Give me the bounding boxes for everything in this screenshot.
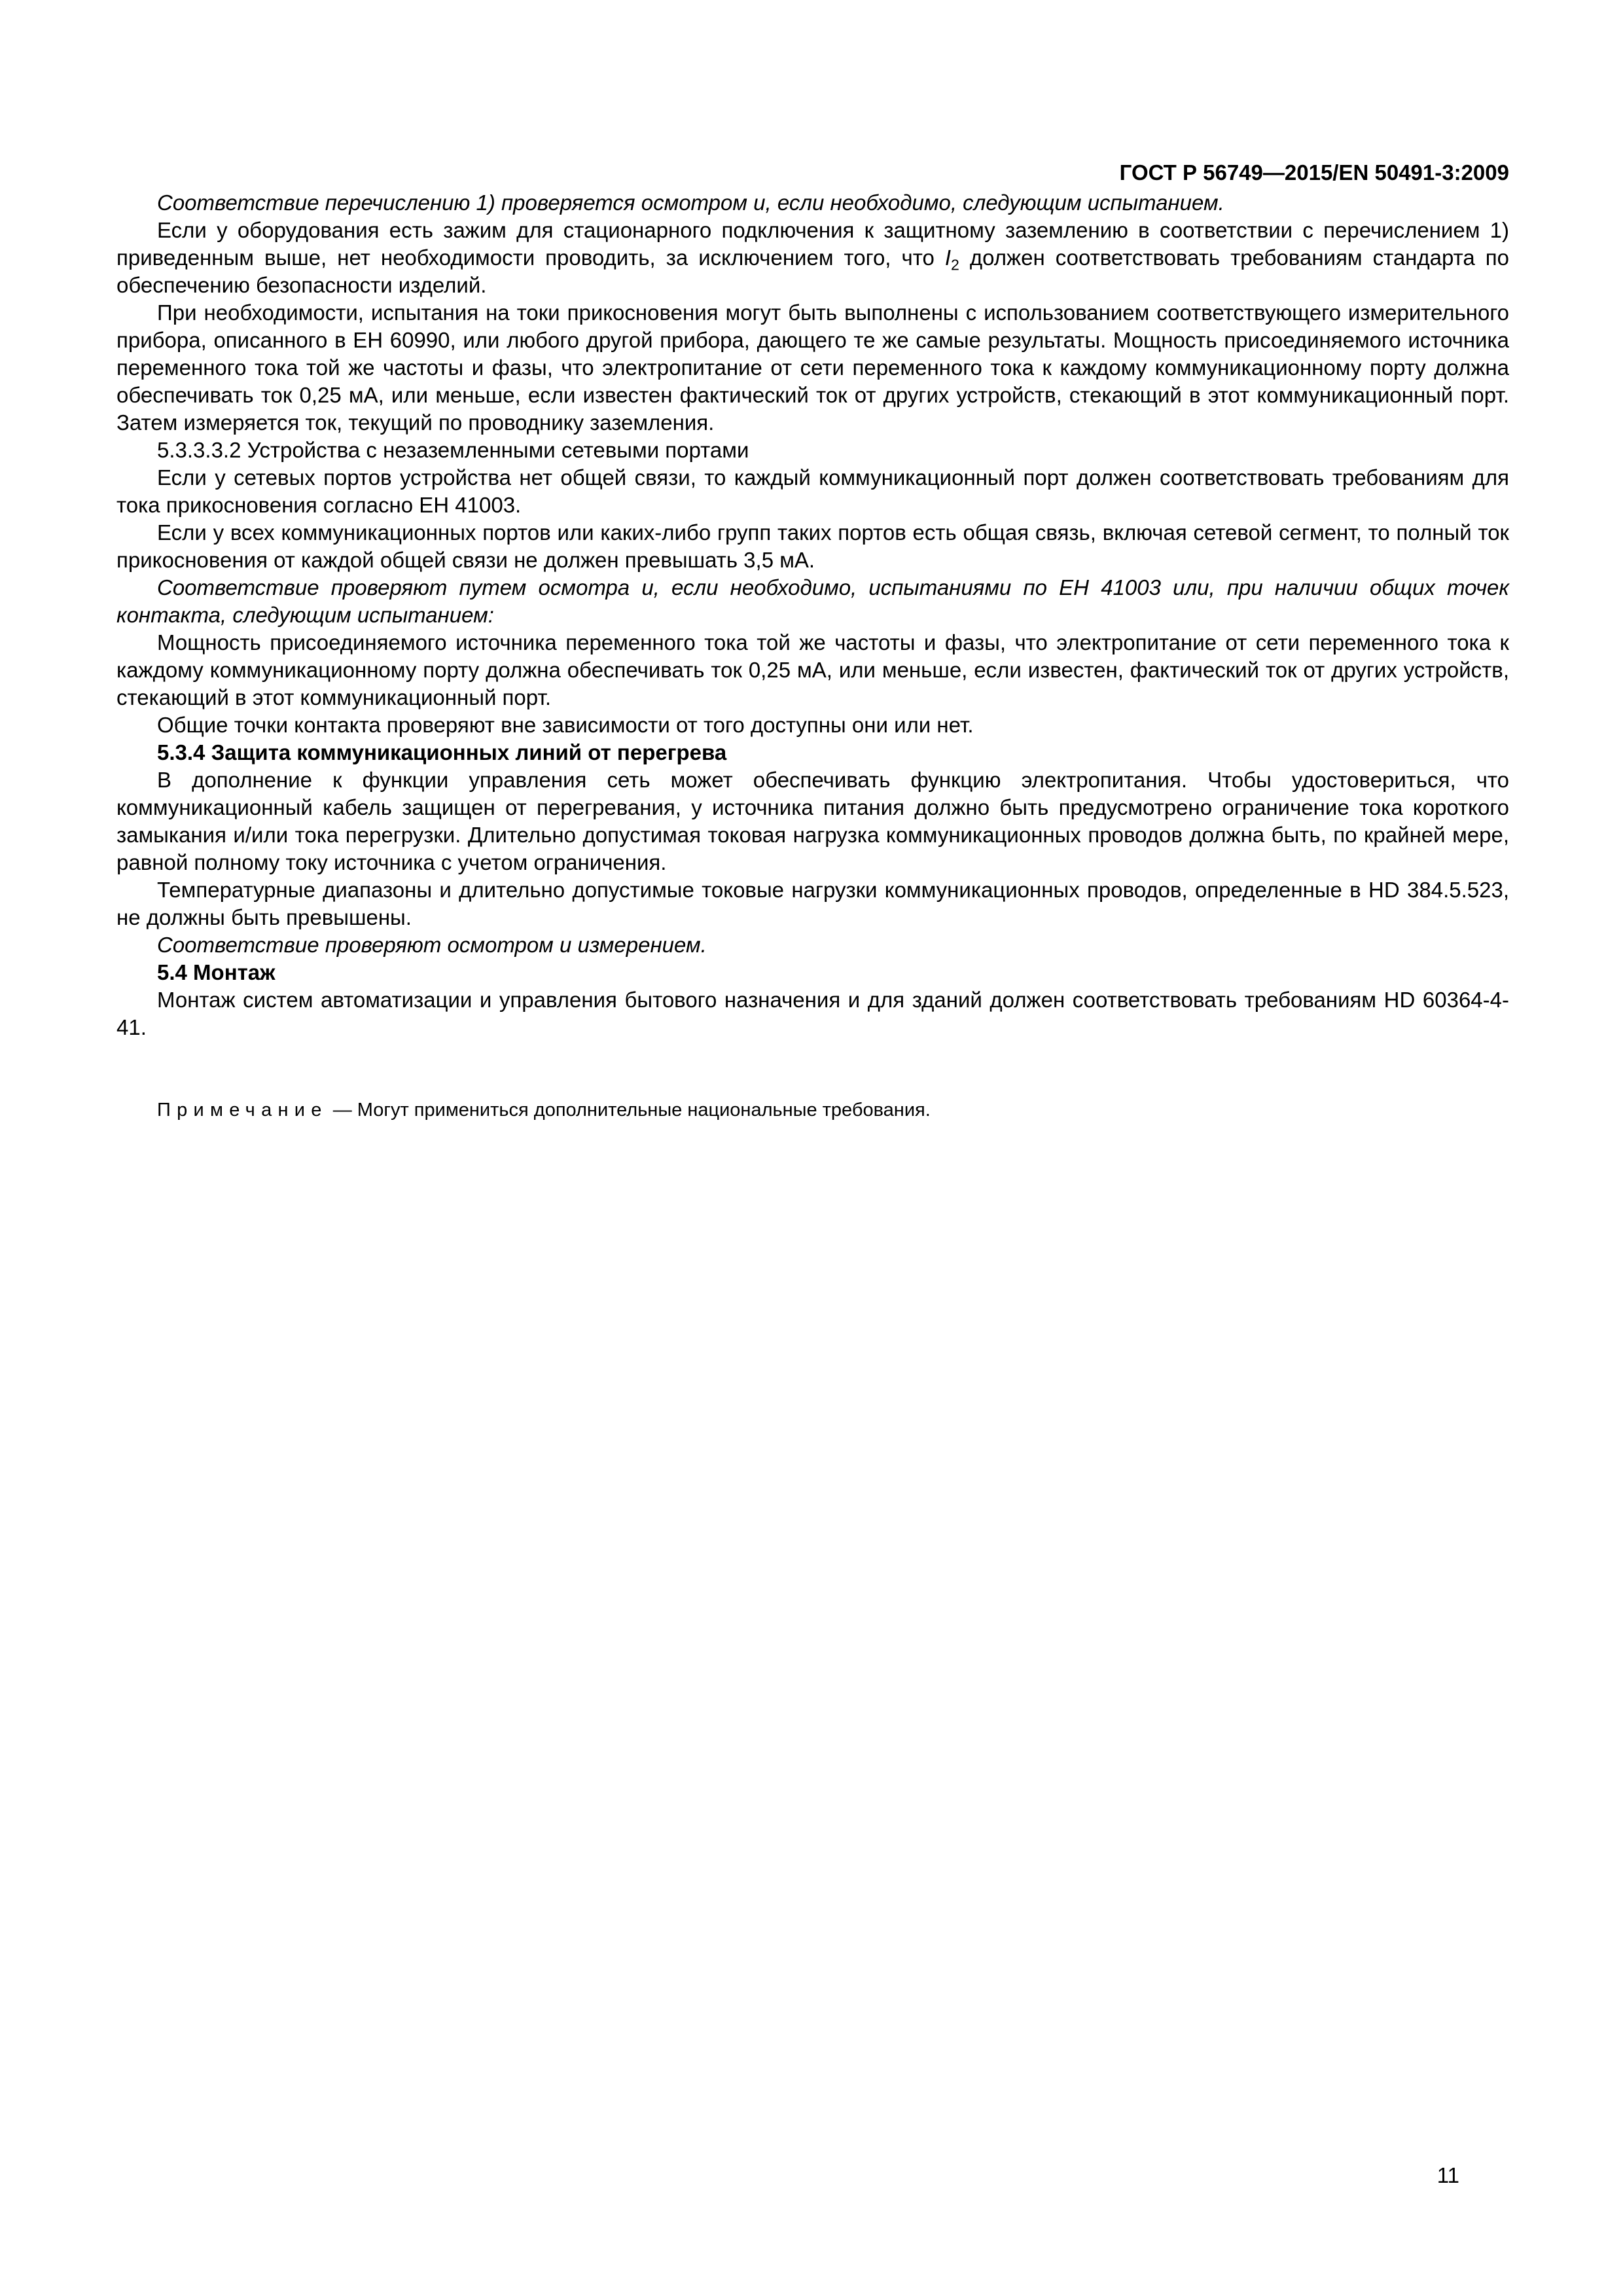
note-text: — Могут примениться дополнительные национальные требования. (332, 1100, 931, 1121)
note-label: Примечание (157, 1100, 328, 1121)
paragraph-grounding-clamp (116, 217, 1509, 299)
document-code: ГОСТ Р 56749—2015/EN 50491-3:2009 (1119, 160, 1509, 185)
paragraph-text-before: Если у оборудования есть зажим для стационарного подключения к защитному заземлению в соответствии с перечислением 1) приведенным выше, нет необходимости проводить, за исключением того, что (116, 218, 1509, 270)
paragraph-temperature-ranges: Температурные диапазоны и длительно допустимые токовые нагрузки коммуникационных проводов, определенные в HD 384.5.523, не должны быть превышены. (116, 878, 1509, 929)
current-variable: I (944, 245, 952, 270)
paragraph-source-power: Мощность присоединяемого источника переменного тока той же частоты и фазы, что электропитание от сети переменного тока к каждому коммуникационному порту должна обеспечивать ток 0,25 мА, или меньше, если известен, фактический ток от других устройств, стекающий в этот коммуникационный порт. (116, 630, 1509, 709)
note (116, 1098, 1509, 1122)
section-heading-5-3-3-3-2: 5.3.3.3.2 Устройства с незаземленными сетевыми портами (157, 438, 749, 462)
paragraph-compliance-check-2: Соответствие проверяют путем осмотра и, если необходимо, испытаниями по ЕН 41003 или, при наличии общих точек контакта, следующим испытанием: (116, 575, 1509, 627)
page-number: 11 (1436, 2163, 1459, 2187)
paragraph-compliance-check-3: Соответствие проверяют осмотром и измерением. (157, 933, 707, 957)
paragraph-touch-current-tests: При необходимости, испытания на токи прикосновения могут быть выполнены с использованием соответствующего измерительного прибора, описанного в ЕН 60990, или любого другой прибора, дающего те же самые результаты. Мощность присоединяемого источника переменного тока той же частоты и фазы, что электропитание от сети переменного тока к каждому коммуникационному порту должна обеспечивать ток 0,25 мА, или меньше, если известен фактический ток от других устройств, стекающий в этот коммуникационный порт. Затем измеряется ток, текущий по проводнику заземления. (116, 300, 1509, 435)
paragraph-installation-requirements: Монтаж систем автоматизации и управления бытового назначения и для зданий должен соответствовать требованиям HD 60364-4-41. (116, 988, 1509, 1039)
document-page (116, 159, 1509, 1122)
paragraph-network-ports-no-common-link: Если у сетевых портов устройства нет общей связи, то каждый коммуникационный порт должен соответствовать требованиям для тока прикосновения согласно ЕН 41003. (116, 465, 1509, 517)
paragraph-common-link-limit: Если у всех коммуникационных портов или каких-либо групп таких портов есть общая связь, включая сетевой сегмент, то полный ток прикосновения от каждой общей связи не должен превышать 3,5 мА. (116, 520, 1509, 572)
section-heading-5-3-4: 5.3.4 Защита коммуникационных линий от перегрева (157, 740, 727, 764)
paragraph-compliance-check-1: Соответствие перечислению 1) проверяется осмотром и, если необходимо, следующим испытанием. (157, 190, 1224, 215)
section-heading-5-4: 5.4 Монтаж (157, 960, 276, 984)
paragraph-common-contact-points: Общие точки контакта проверяют вне зависимости от того доступны они или нет. (157, 713, 974, 737)
paragraph-overheat-protection: В дополнение к функции управления сеть может обеспечивать функцию электропитания. Чтобы удостовериться, что коммуникационный кабель защищен от перегревания, у источника питания должно быть предусмотрено ограничение тока короткого замыкания и/или тока перегрузки. Длительно допустимая токовая нагрузка коммуникационных проводов должна быть, по крайней мере, равной полному току источника с учетом ограничения. (116, 768, 1509, 874)
paragraph-text-after: должен соответствовать требованиям стандарта по обеспечению безопасности изделий. (116, 245, 1509, 297)
current-variable-subscript: 2 (951, 256, 959, 274)
